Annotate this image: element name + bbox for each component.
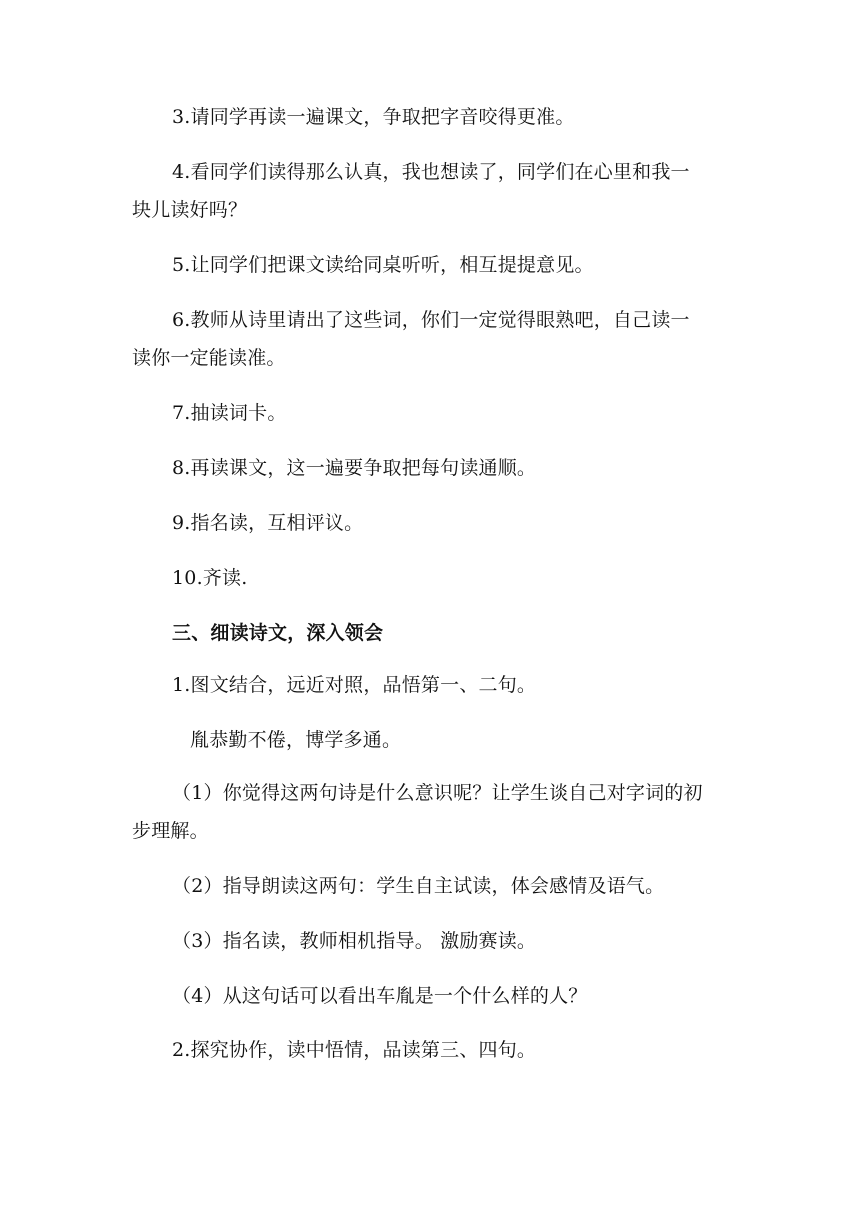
subsection-2: 2.探究协作，读中悟情，品读第三、四句。 — [172, 1039, 537, 1061]
section-heading: 三、细读诗文，深入领会 — [172, 622, 384, 644]
question-1-line-2: 步理解。 — [132, 820, 209, 842]
paragraph-item-6-line-1: 6.教师从诗里请出了这些词，你们一定觉得眼熟吧，自己读一 — [172, 309, 690, 331]
paragraph-item-4-line-1: 4.看同学们读得那么认真，我也想读了，同学们在心里和我一 — [172, 161, 690, 183]
question-1-line-1: （1）你觉得这两句诗是什么意识呢？让学生谈自己对字词的初 — [172, 782, 703, 804]
question-4: （4）从这句话可以看出车胤是一个什么样的人？ — [172, 985, 588, 1007]
paragraph-item-6-line-2: 读你一定能读准。 — [132, 347, 286, 369]
paragraph-item-10: 10.齐读. — [172, 567, 248, 589]
subsection-1: 1.图文结合，远近对照，品悟第一、二句。 — [172, 674, 537, 696]
paragraph-item-7: 7.抽读词卡。 — [172, 402, 287, 424]
paragraph-item-3: 3.请同学再读一遍课文，争取把字音咬得更准。 — [172, 106, 575, 128]
paragraph-item-4-line-2: 块儿读好吗？ — [132, 199, 248, 221]
paragraph-item-9: 9.指名读，互相评议。 — [172, 512, 364, 534]
paragraph-item-8: 8.再读课文，这一遍要争取把每句读通顺。 — [172, 457, 537, 479]
question-3: （3）指名读，教师相机指导。 激励赛读。 — [172, 930, 537, 952]
question-2: （2）指导朗读这两句：学生自主试读，体会感情及语气。 — [172, 875, 665, 897]
paragraph-item-5: 5.让同学们把课文读给同桌听听，相互提提意见。 — [172, 254, 594, 276]
poem-line: 胤恭勤不倦，博学多通。 — [190, 729, 402, 751]
